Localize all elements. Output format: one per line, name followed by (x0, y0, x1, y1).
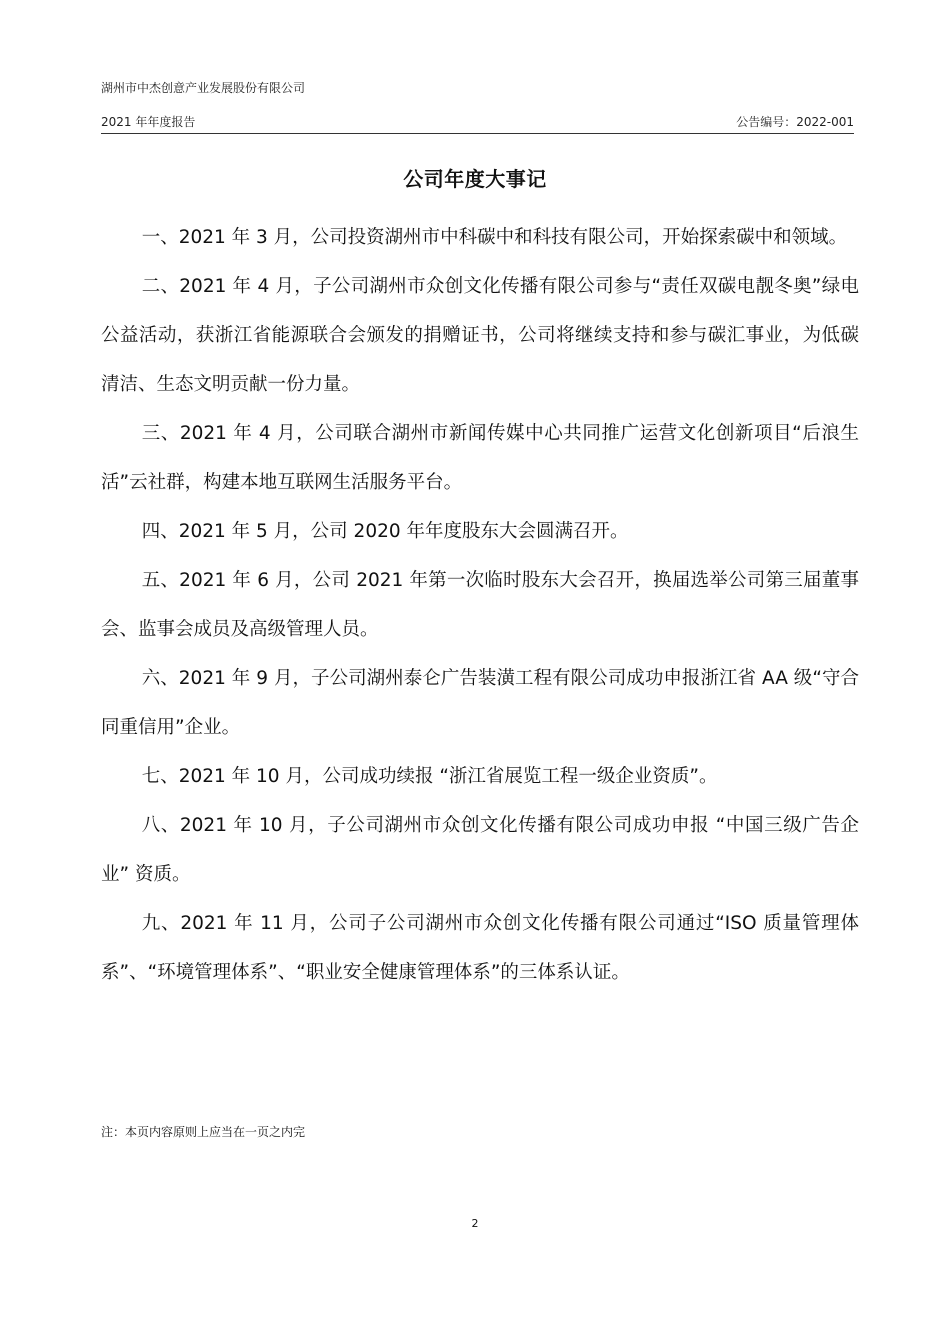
page-number: 2 (471, 1217, 479, 1230)
event-item: 五、2021 年 6 月，公司 2021 年第一次临时股东大会召开，换届选举公司第三届董事会、监事会成员及高级管理人员。 (101, 570, 859, 640)
event-item: 九、2021 年 11 月，公司子公司湖州市众创文化传播有限公司通过“ISO 质量管理体系”、“环境管理体系”、“职业安全健康管理体系”的三体系认证。 (101, 913, 859, 983)
event-item: 七、2021 年 10 月，公司成功续报 “浙江省展览工程一级企业资质”。 (141, 766, 718, 787)
event-item: 三、2021 年 4 月，公司联合湖州市新闻传媒中心共同推广运营文化创新项目“后浪生活”云社群，构建本地互联网生活服务平台。 (101, 423, 859, 493)
company-name: 湖州市中杰创意产业发展股份有限公司 (101, 81, 306, 95)
header-rule-row (101, 113, 854, 134)
event-item: 二、2021 年 4 月，子公司湖州市众创文化传播有限公司参与“责任双碳电靓冬奥”绿电公益活动，获浙江省能源联合会颁发的捐赠证书，公司将继续支持和参与碳汇事业，为低碳清洁、生态文明贡献一份力量。 (101, 276, 859, 395)
footnote: 注：本页内容原则上应当在一页之内完 (101, 1125, 306, 1139)
event-item: 六、2021 年 9 月，子公司湖州泰仑广告装潢工程有限公司成功申报浙江省 AA 级“守合同重信用”企业。 (101, 668, 859, 738)
event-item: 八、2021 年 10 月，子公司湖州市众创文化传播有限公司成功申报 “中国三级广告企业” 资质。 (101, 815, 859, 885)
report-title: 2021 年年度报告 (101, 115, 196, 129)
page-title: 公司年度大事记 (403, 167, 547, 191)
event-item: 一、2021 年 3 月，公司投资湖州市中科碳中和科技有限公司，开始探索碳中和领域。 (141, 227, 848, 248)
events-list (101, 213, 859, 997)
page-header (101, 78, 854, 136)
event-item: 四、2021 年 5 月，公司 2020 年年度股东大会圆满召开。 (141, 521, 629, 542)
notice-number: 公告编号：2022-001 (736, 115, 854, 129)
